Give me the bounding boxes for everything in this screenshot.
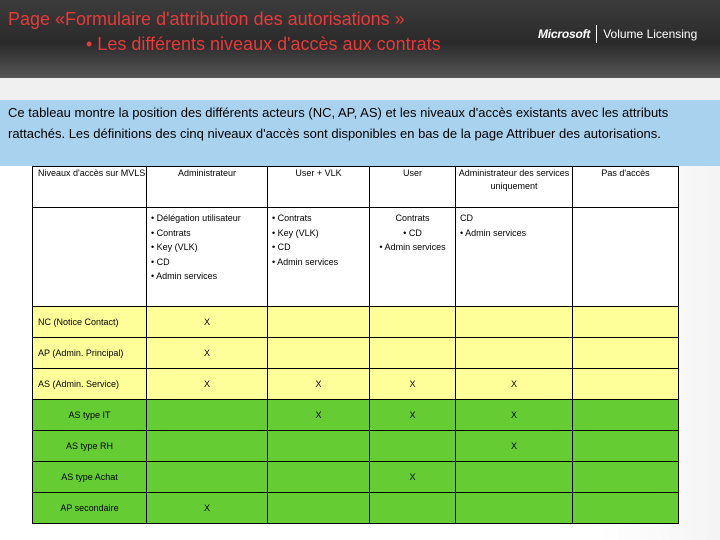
attribute-item: • CD [272,242,291,252]
actor-rows [33,307,679,524]
access-mark-cell [147,400,268,431]
intro-box [0,100,720,166]
access-mark-cell: X [147,338,268,369]
access-mark-cell [456,493,573,524]
attribute-item: • Délégation utilisateur [151,213,241,223]
table-row [33,400,679,431]
attribute-item: • Admin services [151,271,218,281]
table-row [33,493,679,524]
access-mark-cell: X [147,369,268,400]
access-mark-cell: X [147,307,268,338]
row-label: AS (Admin. Service) [33,369,147,400]
attributes-user [370,208,456,307]
access-mark-cell [268,431,370,462]
table-row [33,431,679,462]
access-matrix-table [32,166,679,524]
attribute-item: • Key (VLK) [272,227,319,238]
attribute-item: CD [460,213,473,223]
attributes-admin-services [456,208,573,307]
access-attributes-row [33,208,679,307]
table-row [33,369,679,400]
attribute-item: • Key (VLK) [151,242,198,252]
intro-text: Ce tableau montre la position des différents acteurs (NC, AP, AS) et les niveaux d'accès existants avec les attributs rattachés. Les définitions des cinq niveaux d'accès sont disponibles en bas de la page Attribuer des autorisations. [8,105,669,141]
attributes-pas-acces [573,208,679,307]
col-header: User [370,167,456,208]
access-mark-cell [268,462,370,493]
access-mark-cell [456,462,573,493]
attribute-item: • CD [151,256,170,267]
attributes-user-vlk [268,208,370,307]
corner-label: Niveaux d'accès sur MVLS [33,167,147,208]
access-mark-cell [573,369,679,400]
access-mark-cell [268,338,370,369]
attribute-item: • CD [403,227,422,238]
access-mark-cell [573,493,679,524]
attributes-administrateur [147,208,268,307]
access-mark-cell: X [456,369,573,400]
access-mark-cell [573,462,679,493]
access-mark-cell [370,338,456,369]
page-title: Page «Formulaire d'attribution des autorisations » [8,9,405,29]
col-header: User + VLK [268,167,370,208]
access-mark-cell [370,431,456,462]
attribute-item: • Admin services [460,227,527,238]
page-subtitle: • Les différents niveaux d'accès aux contrats [86,34,441,54]
access-mark-cell: X [268,400,370,431]
table-row [33,307,679,338]
logo-microsoft: Microsoft [538,27,591,41]
access-mark-cell [456,307,573,338]
access-mark-cell [573,338,679,369]
access-mark-cell [370,493,456,524]
row-label: AS type IT [33,400,147,431]
access-mark-cell: X [268,369,370,400]
access-mark-cell [456,338,573,369]
row-label: AS type RH [33,431,147,462]
empty-cell [33,208,147,307]
col-header: Administrateur des services uniquement [456,167,573,208]
access-mark-cell: X [370,369,456,400]
col-header: Administrateur [147,167,268,208]
attribute-item: • Admin services [379,242,446,252]
row-label: AP (Admin. Principal) [33,338,147,369]
access-mark-cell [147,462,268,493]
access-mark-cell [370,307,456,338]
access-mark-cell [268,307,370,338]
access-mark-cell: X [456,431,573,462]
attribute-item: • Contrats [272,213,312,223]
access-mark-cell: X [456,400,573,431]
header-row [33,167,679,208]
logo-volume-licensing: Volume Licensing [603,27,698,41]
attribute-item: • Contrats [151,227,191,238]
access-mark-cell [573,400,679,431]
row-label: NC (Notice Contact) [33,307,147,338]
access-mark-cell [573,307,679,338]
row-label: AP secondaire [33,493,147,524]
logo-divider [596,25,597,43]
header-band [0,78,720,100]
access-mark-cell [573,431,679,462]
attribute-item: Contrats [395,213,430,223]
attribute-item: • Admin services [272,256,339,267]
row-label: AS type Achat [33,462,147,493]
access-mark-cell [268,493,370,524]
access-mark-cell [147,431,268,462]
microsoft-volume-licensing-logo [538,24,697,44]
table-row [33,338,679,369]
col-header: Pas d'accès [573,167,679,208]
access-mark-cell: X [370,462,456,493]
table-row [33,462,679,493]
slide-header [0,0,720,78]
access-mark-cell: X [370,400,456,431]
access-mark-cell: X [147,493,268,524]
